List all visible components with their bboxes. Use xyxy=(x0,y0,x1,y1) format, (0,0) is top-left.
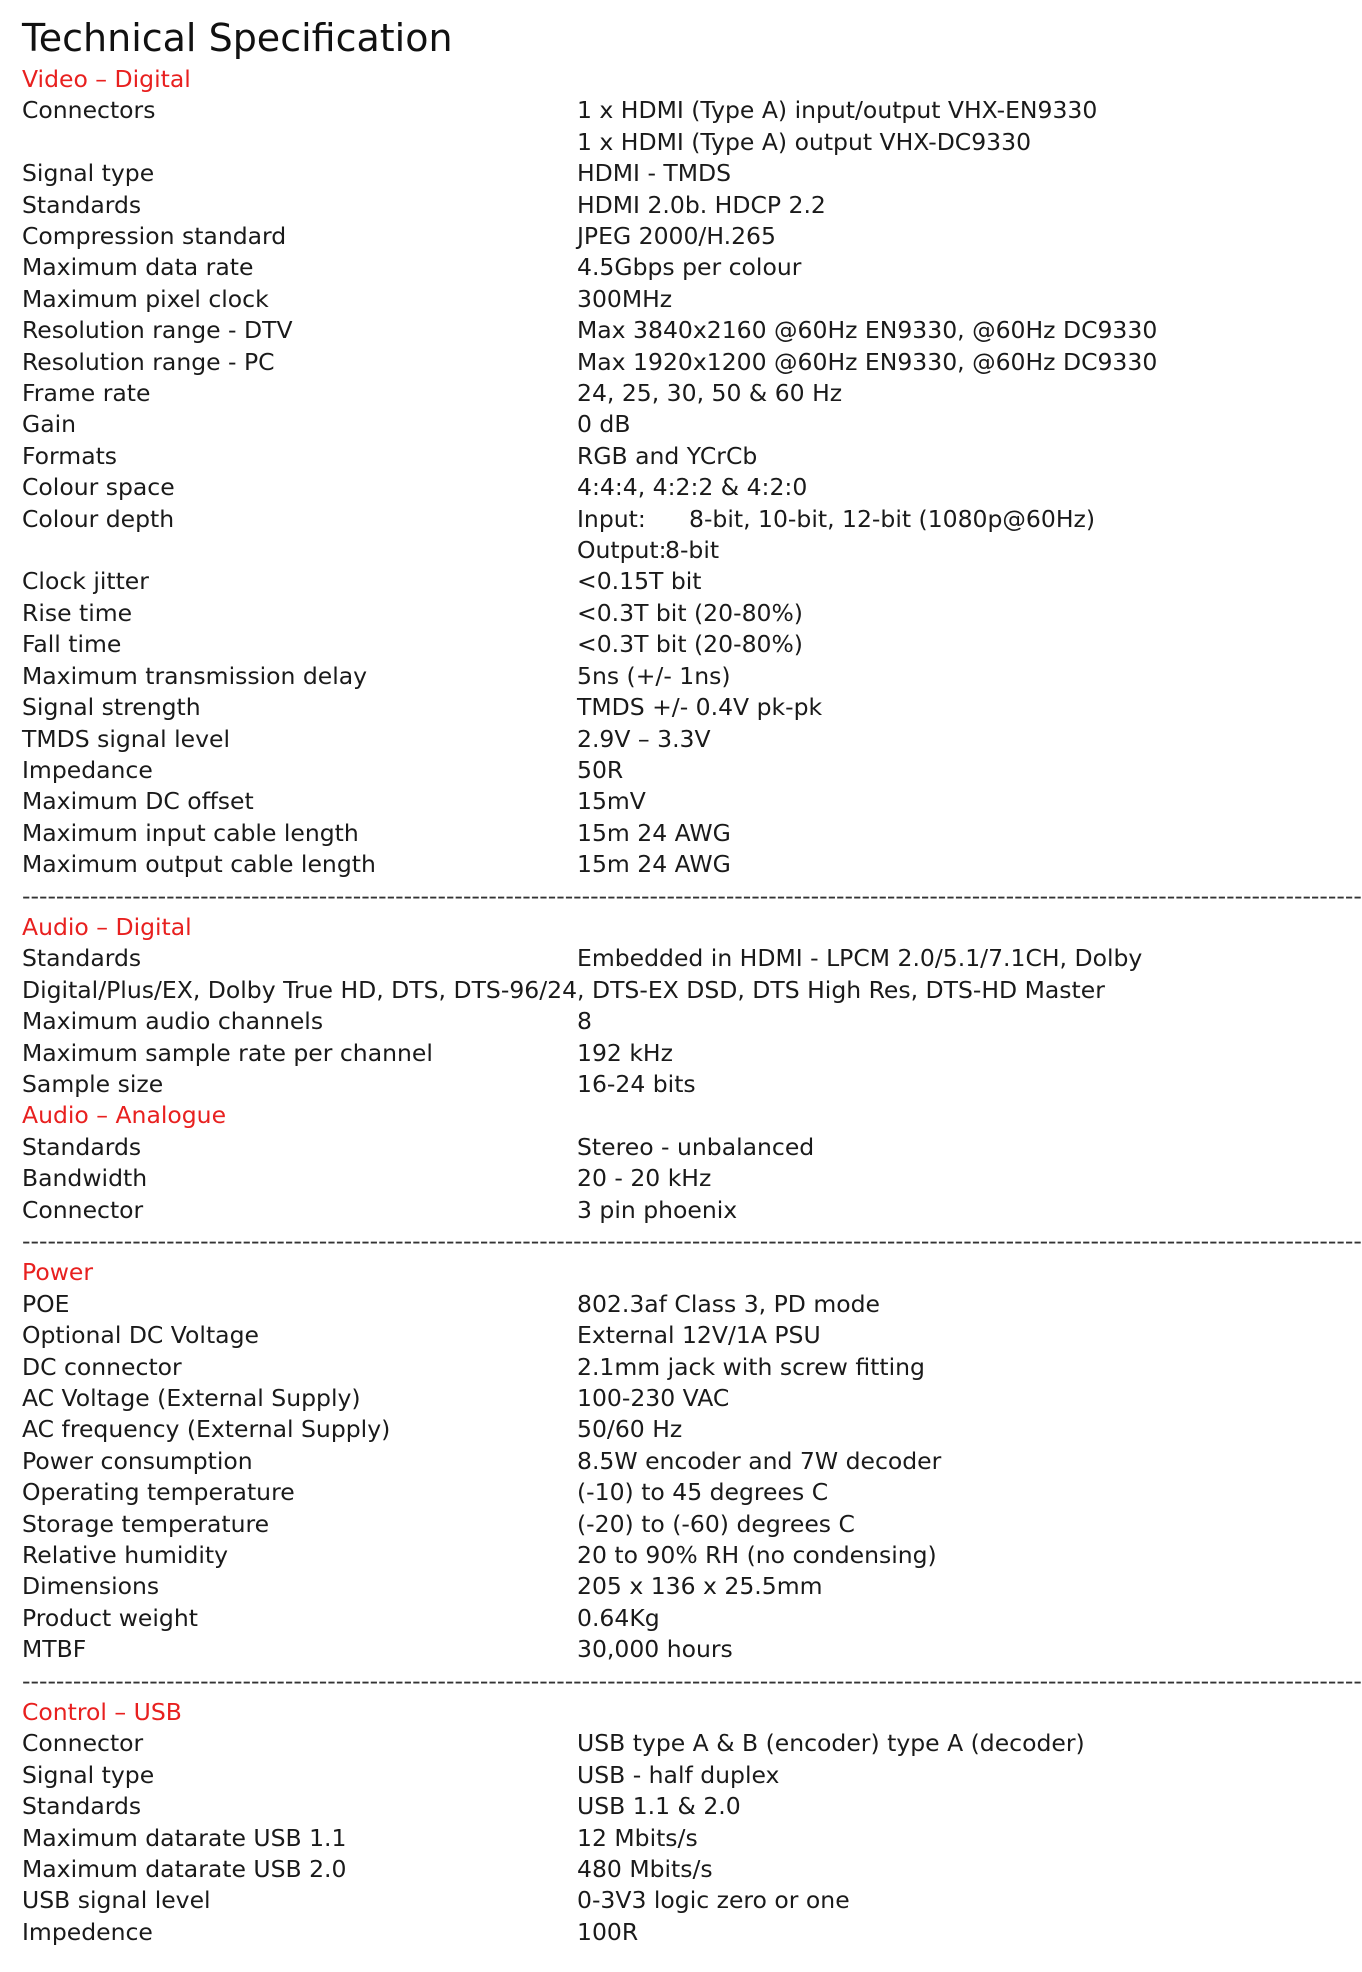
spec-row xyxy=(22,1132,1180,1163)
spec-value-continued: Digital/Plus/EX, Dolby True HD, DTS, DTS-96/24, DTS-EX DSD, DTS High Res, DTS-HD Master xyxy=(22,975,1105,1004)
section-power xyxy=(22,1257,1180,1665)
spec-label: Maximum pixel clock xyxy=(22,284,269,313)
spec-value xyxy=(577,1571,1180,1602)
spec-row xyxy=(22,158,1180,189)
spec-value-line: 24, 25, 30, 50 & 60 Hz xyxy=(577,379,843,408)
spec-value-line: 15m 24 AWG xyxy=(577,850,731,879)
spec-value-line: 0.64Kg xyxy=(577,1603,660,1632)
section-heading: Audio – Analogue xyxy=(22,1101,227,1130)
spec-value xyxy=(577,661,1180,692)
spec-row xyxy=(22,1383,1180,1414)
spec-label: AC frequency (External Supply) xyxy=(22,1415,391,1444)
spec-label: Connector xyxy=(22,1729,144,1758)
spec-value-line: Stereo - unbalanced xyxy=(577,1132,815,1161)
spec-value-line: <0.3T bit (20-80%) xyxy=(577,598,803,627)
spec-value xyxy=(577,1132,1180,1163)
divider-line: -------------------------------------------------------------------------------------------------------------------------------------------------------------- xyxy=(22,1226,1362,1255)
spec-label: TMDS signal level xyxy=(22,724,230,753)
spec-value xyxy=(577,755,1180,786)
audio-analogue-rows xyxy=(22,1132,1180,1226)
spec-label: Standards xyxy=(22,1792,142,1821)
spec-row xyxy=(22,849,1180,880)
spec-value-line: 205 x 136 x 25.5mm xyxy=(577,1572,823,1601)
page-title: Technical Specification xyxy=(22,16,453,60)
spec-value xyxy=(577,1728,1180,1759)
spec-row xyxy=(22,221,1180,252)
spec-label: Signal strength xyxy=(22,693,201,722)
spec-row xyxy=(22,1006,1180,1037)
spec-label: Relative humidity xyxy=(22,1541,229,1569)
spec-value-line: 802.3af Class 3, PD mode xyxy=(577,1289,880,1318)
spec-value-line: 8.5W encoder and 7W decoder xyxy=(577,1446,942,1475)
spec-row xyxy=(22,818,1180,849)
spec-label: Optional DC Voltage xyxy=(22,1321,259,1350)
spec-label: Power consumption xyxy=(22,1446,253,1475)
spec-label: Maximum datarate USB 2.0 xyxy=(22,1855,347,1884)
spec-value xyxy=(577,1885,1180,1916)
spec-value-line: (-20) to (-60) degrees C xyxy=(577,1509,855,1538)
colour-depth-output xyxy=(577,535,1180,566)
spec-value-line: Max 1920x1200 @60Hz EN9330, @60Hz DC9330 xyxy=(577,347,1158,376)
spec-value-line: 50/60 Hz xyxy=(577,1415,683,1444)
spec-row xyxy=(22,661,1180,692)
spec-value xyxy=(577,347,1180,378)
spec-value-line: 5ns (+/- 1ns) xyxy=(577,661,731,690)
spec-label: Impedence xyxy=(22,1917,153,1946)
section-video-digital xyxy=(22,64,1180,881)
spec-row xyxy=(22,378,1180,409)
spec-label: Maximum DC offset xyxy=(22,787,254,816)
spec-row xyxy=(22,1603,1180,1634)
spec-label: Compression standard xyxy=(22,222,287,251)
spec-value-line: HDMI 2.0b. HDCP 2.2 xyxy=(577,190,826,219)
spec-label: Maximum output cable length xyxy=(22,850,376,879)
spec-row xyxy=(22,315,1180,346)
spec-value-line: 1 x HDMI (Type A) output VHX-DC9330 xyxy=(577,127,1032,156)
spec-row xyxy=(22,190,1180,221)
spec-value xyxy=(577,1069,1180,1100)
spec-label: Connectors xyxy=(22,96,156,125)
spec-value xyxy=(577,724,1180,755)
spec-row xyxy=(22,347,1180,378)
spec-row xyxy=(22,1791,1180,1822)
spec-value-line: 100R xyxy=(577,1917,639,1946)
spec-value xyxy=(577,1195,1180,1226)
video-rows-2 xyxy=(22,566,1180,880)
spec-value-line: 300MHz xyxy=(577,284,673,313)
section-control-usb xyxy=(22,1697,1180,1948)
spec-value xyxy=(577,1509,1180,1540)
section-audio-digital xyxy=(22,912,1180,1100)
spec-label: Standards xyxy=(22,190,142,219)
spec-value xyxy=(577,221,1180,252)
spec-row xyxy=(22,1540,1180,1571)
spec-label: Standards xyxy=(22,944,142,973)
spec-value xyxy=(577,95,1180,158)
spec-row xyxy=(22,441,1180,472)
spec-label: Dimensions xyxy=(22,1572,160,1601)
spec-row xyxy=(22,724,1180,755)
spec-value xyxy=(577,441,1180,472)
spec-value-line: 1 x HDMI (Type A) input/output VHX-EN9330 xyxy=(577,96,1098,125)
spec-value-line: 16-24 bits xyxy=(577,1069,696,1098)
spec-row xyxy=(22,786,1180,817)
spec-value xyxy=(577,692,1180,723)
spec-value-line: USB - half duplex xyxy=(577,1760,780,1789)
spec-label: Maximum audio channels xyxy=(22,1007,324,1036)
spec-value-line: <0.3T bit (20-80%) xyxy=(577,630,803,659)
spec-value-line: 2.9V – 3.3V xyxy=(577,724,711,753)
spec-value-line: USB 1.1 & 2.0 xyxy=(577,1792,741,1821)
spec-row xyxy=(22,1571,1180,1602)
colour-depth-output-value: 8-bit xyxy=(665,536,720,565)
power-rows xyxy=(22,1289,1180,1666)
section-audio-analogue xyxy=(22,1100,1180,1226)
spec-value-line: 3 pin phoenix xyxy=(577,1195,738,1224)
spec-row xyxy=(22,284,1180,315)
spec-value-line: (-10) to 45 degrees C xyxy=(577,1478,829,1507)
spec-value xyxy=(577,1477,1180,1508)
spec-value-line: TMDS +/- 0.4V pk-pk xyxy=(577,693,823,722)
spec-label: Colour depth xyxy=(22,504,175,533)
spec-value xyxy=(577,158,1180,189)
spec-value xyxy=(577,1540,1180,1571)
spec-row-colour-depth xyxy=(22,504,1180,567)
spec-value-line: 480 Mbits/s xyxy=(577,1855,713,1884)
spec-value: Embedded in HDMI - LPCM 2.0/5.1/7.1CH, Dolby xyxy=(577,944,1143,973)
spec-value-line: <0.15T bit xyxy=(577,567,702,596)
spec-value xyxy=(577,629,1180,660)
spec-value xyxy=(577,1289,1180,1320)
spec-label: Resolution range - PC xyxy=(22,347,275,376)
spec-value-line: 20 to 90% RH (no condensing) xyxy=(577,1541,937,1569)
spec-label: Frame rate xyxy=(22,379,151,408)
spec-label: Maximum transmission delay xyxy=(22,661,368,690)
spec-label: USB signal level xyxy=(22,1886,211,1915)
spec-row xyxy=(22,1414,1180,1445)
spec-label: Signal type xyxy=(22,159,155,188)
spec-row xyxy=(22,1634,1180,1665)
spec-label: Clock jitter xyxy=(22,567,149,596)
spec-row xyxy=(22,629,1180,660)
spec-value xyxy=(577,190,1180,221)
spec-value xyxy=(577,786,1180,817)
spec-value-line: 100-230 VAC xyxy=(577,1383,730,1412)
section-heading: Video – Digital xyxy=(22,65,191,93)
spec-value-line: HDMI - TMDS xyxy=(577,159,732,188)
spec-label: Standards xyxy=(22,1132,142,1161)
spec-value xyxy=(577,1383,1180,1414)
spec-value xyxy=(577,409,1180,440)
spec-label: Bandwidth xyxy=(22,1164,148,1193)
spec-row xyxy=(22,1823,1180,1854)
spec-row xyxy=(22,1320,1180,1351)
spec-row xyxy=(22,598,1180,629)
spec-label: AC Voltage (External Supply) xyxy=(22,1383,361,1412)
spec-value-line: 192 kHz xyxy=(577,1038,673,1067)
spec-row xyxy=(22,755,1180,786)
spec-value xyxy=(577,1760,1180,1791)
spec-row xyxy=(22,1477,1180,1508)
spec-label: Maximum sample rate per channel xyxy=(22,1038,433,1067)
spec-label: POE xyxy=(22,1289,70,1318)
spec-row xyxy=(22,1917,1180,1948)
section-heading: Power xyxy=(22,1258,94,1287)
spec-value-line: 8 xyxy=(577,1007,592,1036)
spec-value xyxy=(577,1414,1180,1445)
divider-line: -------------------------------------------------------------------------------------------------------------------------------------------------------------- xyxy=(22,881,1362,910)
spec-value-line: 15m 24 AWG xyxy=(577,818,731,847)
spec-value-line: 4:4:4, 4:2:2 & 4:2:0 xyxy=(577,473,808,502)
control-usb-rows xyxy=(22,1728,1180,1948)
spec-label: DC connector xyxy=(22,1352,182,1381)
spec-value-line: 0 dB xyxy=(577,410,631,439)
spec-value xyxy=(577,1603,1180,1634)
spec-label: Sample size xyxy=(22,1069,164,1098)
spec-value xyxy=(577,504,1180,567)
spec-value xyxy=(577,1038,1180,1069)
spec-row xyxy=(22,1446,1180,1477)
spec-row-audio-standards xyxy=(22,943,1180,974)
spec-label: Formats xyxy=(22,441,118,470)
spec-value xyxy=(577,1163,1180,1194)
spec-label: Maximum data rate xyxy=(22,253,254,282)
spec-row xyxy=(22,1885,1180,1916)
spec-value xyxy=(577,1823,1180,1854)
spec-row xyxy=(22,1854,1180,1885)
spec-label: MTBF xyxy=(22,1635,87,1664)
spec-label: Signal type xyxy=(22,1760,155,1789)
spec-row xyxy=(22,692,1180,723)
spec-value xyxy=(577,1320,1180,1351)
spec-row-audio-standards-cont xyxy=(22,975,1180,1006)
spec-value-line: 20 - 20 kHz xyxy=(577,1164,712,1193)
spec-value-line: JPEG 2000/H.265 xyxy=(577,222,776,251)
spec-row xyxy=(22,1728,1180,1759)
spec-label: Fall time xyxy=(22,630,122,659)
spec-value-line: RGB and YCrCb xyxy=(577,441,758,470)
spec-value xyxy=(577,472,1180,503)
spec-value-line: 30,000 hours xyxy=(577,1635,733,1664)
spec-label: Storage temperature xyxy=(22,1509,270,1538)
spec-label: Rise time xyxy=(22,598,133,627)
colour-depth-output-label: Output: xyxy=(577,536,667,565)
spec-row xyxy=(22,566,1180,597)
spec-row xyxy=(22,1289,1180,1320)
spec-row xyxy=(22,1195,1180,1226)
spec-label: Maximum input cable length xyxy=(22,818,359,847)
spec-value-line: USB type A & B (encoder) type A (decoder) xyxy=(577,1729,1085,1758)
divider-line: -------------------------------------------------------------------------------------------------------------------------------------------------------------- xyxy=(22,1666,1362,1695)
section-heading: Audio – Digital xyxy=(22,912,192,941)
spec-label: Gain xyxy=(22,410,77,439)
colour-depth-input-label: Input: xyxy=(577,504,646,533)
spec-row xyxy=(22,409,1180,440)
spec-value xyxy=(577,1006,1180,1037)
spec-value xyxy=(577,1352,1180,1383)
spec-value xyxy=(577,849,1180,880)
spec-row xyxy=(22,1352,1180,1383)
spec-row xyxy=(22,1163,1180,1194)
spec-value xyxy=(577,566,1180,597)
colour-depth-input-value: 8-bit, 10-bit, 12-bit (1080p@60Hz) xyxy=(689,504,1095,533)
spec-value-line: 50R xyxy=(577,755,624,784)
spec-value-line: 0-3V3 logic zero or one xyxy=(577,1886,850,1915)
spec-row xyxy=(22,1509,1180,1540)
colour-depth-input xyxy=(577,504,1180,535)
audio-digital-rows xyxy=(22,1006,1180,1100)
spec-value xyxy=(577,1791,1180,1822)
spec-value xyxy=(577,1446,1180,1477)
spec-row xyxy=(22,1760,1180,1791)
spec-row xyxy=(22,95,1180,158)
spec-value xyxy=(577,284,1180,315)
spec-value-line: 12 Mbits/s xyxy=(577,1823,698,1852)
video-rows-1 xyxy=(22,95,1180,503)
spec-value-line: 15mV xyxy=(577,787,646,816)
spec-value xyxy=(577,1917,1180,1948)
spec-value-line: 4.5Gbps per colour xyxy=(577,253,802,282)
spec-label: Maximum datarate USB 1.1 xyxy=(22,1823,347,1852)
spec-value xyxy=(577,1634,1180,1665)
spec-value-line: Max 3840x2160 @60Hz EN9330, @60Hz DC9330 xyxy=(577,316,1158,345)
spec-label: Product weight xyxy=(22,1603,198,1632)
spec-row xyxy=(22,252,1180,283)
spec-value-line: 2.1mm jack with screw fitting xyxy=(577,1352,925,1381)
spec-row xyxy=(22,1038,1180,1069)
spec-label: Operating temperature xyxy=(22,1478,295,1507)
spec-label: Resolution range - DTV xyxy=(22,316,293,345)
spec-value xyxy=(577,315,1180,346)
spec-value-line: External 12V/1A PSU xyxy=(577,1321,821,1350)
spec-value xyxy=(577,252,1180,283)
spec-label: Impedance xyxy=(22,755,153,784)
spec-value xyxy=(577,378,1180,409)
spec-value xyxy=(577,1854,1180,1885)
spec-value xyxy=(577,818,1180,849)
section-heading: Control – USB xyxy=(22,1698,182,1727)
spec-label: Connector xyxy=(22,1195,144,1224)
spec-row xyxy=(22,1069,1180,1100)
spec-row xyxy=(22,472,1180,503)
spec-value xyxy=(577,598,1180,629)
spec-label: Colour space xyxy=(22,473,175,502)
